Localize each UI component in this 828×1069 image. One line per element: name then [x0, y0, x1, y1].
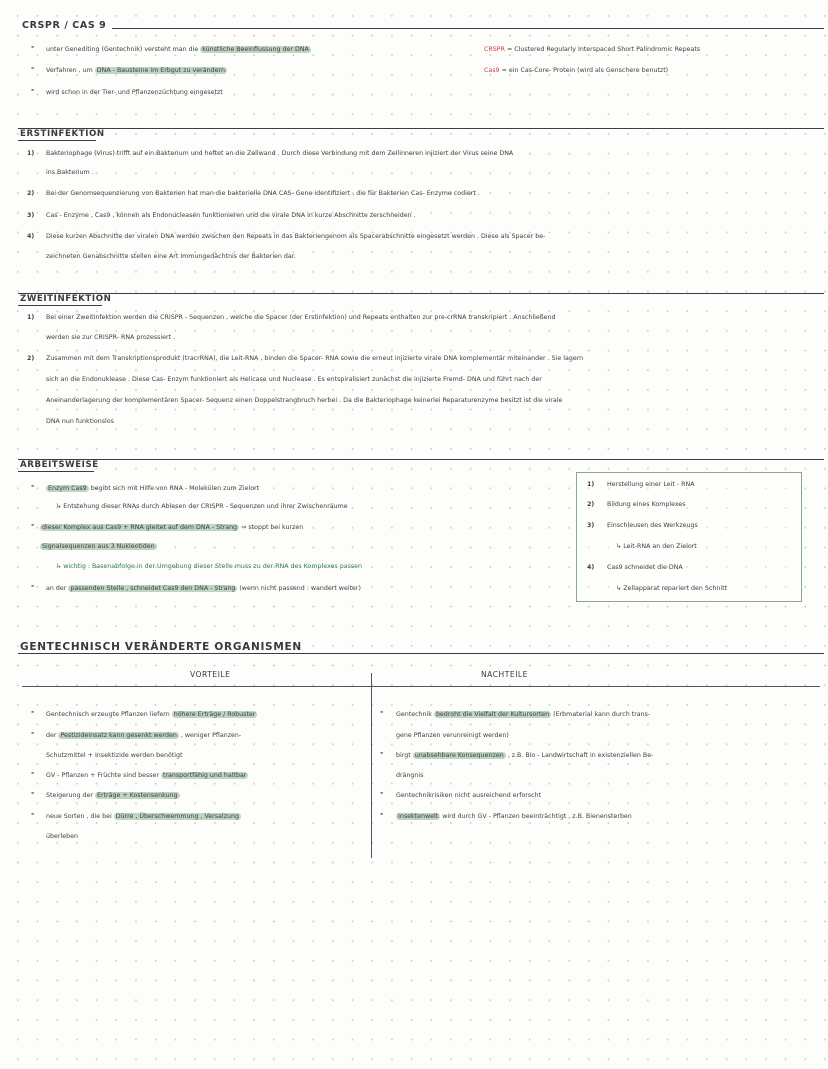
bullet-dash: - [31, 520, 35, 529]
paragraph-line: Aneinanderlagerung der komplementären Spacer- Sequenz einen Doppelstrangbruch herbei . Da die Bakteriophage keinerlei Reparaturenzyme besitzt ist die virale [46, 397, 563, 404]
list-item: drängnis [396, 772, 424, 779]
item-number: 4) [27, 233, 35, 240]
list-item: Verfahren , um DNA - Bausteine im Erbgut zu verändern [46, 67, 225, 74]
definition-cas9: Cas9 = ein Cas-Core- Protein (wird als Genschere benutzt) [484, 67, 669, 74]
column-header-nachteile: NACHTEILE [481, 670, 528, 679]
paragraph-line: DNA nun funktionslos [46, 418, 114, 425]
list-item: birgt unabsehbare Konsequenzen , z.B. Bio - Landwirtschaft in existenziellen Be- [396, 752, 654, 759]
step-number: 4) [587, 564, 595, 571]
step-item: Herstellung einer Leit - RNA [607, 481, 695, 488]
bullet-dash: - [31, 707, 35, 716]
table-header-line [22, 686, 820, 687]
paragraph-line: Diese kurzen Abschnitte der viralen DNA werden zwischen den Repeats in das Bakteriengenom als Spacerabschnitte eingesetzt werden . Diese als Spacer be- [46, 233, 546, 240]
table-column-divider [371, 673, 372, 858]
step-number: 3) [587, 522, 595, 529]
divider [18, 653, 824, 654]
section-title-erstinfektion: ERSTINFEKTION [20, 129, 105, 139]
steps-box [576, 472, 802, 602]
section-title-zweitinfektion: ZWEITINFEKTION [20, 294, 112, 304]
item-number: 3) [27, 212, 35, 219]
item-number: 1) [27, 314, 35, 321]
item-number: 2) [27, 190, 35, 197]
divider [112, 28, 824, 29]
list-subitem-important: ↳ wichtig : Basenabfolge in der Umgebung dieser Stelle muss zu der RNA des Komplexes passen [56, 563, 362, 570]
definition-crispr: CRSPR = Clustered Regularly Interspaced Short Palindromic Repeats [484, 46, 701, 53]
divider [18, 305, 102, 306]
list-item: neue Sorten , die bei Dürre , Überschwemmung , Versalzung [46, 813, 239, 820]
bullet-dash: - [380, 748, 384, 757]
divider [18, 293, 824, 294]
list-item: Steigerung der Erträge + Kostensenkung [46, 792, 178, 799]
bullet-dash: - [31, 768, 35, 777]
list-subitem: ↳ Entstehung dieser RNAs durch Ablesen der CRISPR - Sequenzen und ihrer Zwischenräume [56, 503, 348, 510]
bullet-dash: - [31, 85, 35, 94]
list-item: Gentechnikrisiken nicht ausreichend erforscht [396, 792, 542, 799]
list-item: überleben [46, 833, 78, 840]
list-item: dieser Komplex aus Cas9 + RNA gleitet auf dem DNA - Strang ⇒ stoppt bei kurzen [42, 524, 304, 531]
section-title-arbeitsweise: ARBEITSWEISE [20, 460, 99, 470]
paragraph-line: Cas - Enzyme , Cas9 , können als Endonucleasen funktionieren und die virale DNA in kurze Abschnitte zerschneiden . [46, 212, 416, 219]
section-title-gvo: GENTECHNISCH VERÄNDERTE ORGANISMEN [20, 641, 302, 653]
divider [18, 471, 94, 472]
paragraph-line: ins Bakterium . [46, 169, 94, 176]
divider [18, 459, 824, 460]
paragraph-line: Bei der Genomsequenzierung von Bakterien hat man die bakterielle DNA CAS- Gene identifiziert , die für Bakterien Cas- Enzyme codiert . [46, 190, 480, 197]
item-number: 1) [27, 150, 35, 157]
list-item: unter Genediting (Gentechnik) versteht man die künstliche Beeinflussung der DNA [46, 46, 309, 53]
list-item: gene Pflanzen verunreinigt werden) [396, 732, 509, 739]
paragraph-line: Bei einer Zweitinfektion werden die CRISPR - Sequenzen , welche die Spacer (der Erstinfektion) und Repeats enthalten zur pre-crRNA transkripiert . Anschließend [46, 314, 556, 321]
bullet-dash: - [380, 809, 384, 818]
paragraph-line: Zusammen mit dem Transkriptionsprodukt (tracrRNA), die Leit-RNA , binden die Spacer- RNA sowie die erneut injizierte virale DNA komplementär miteinander . Sie lagern [46, 355, 584, 362]
list-item: Gentechnik bedroht die Vielfalt der Kultursorten (Erbmaterial kann durch trans- [396, 711, 651, 718]
bullet-dash: - [380, 788, 384, 797]
step-item: Cas9 schneidet die DNA [607, 564, 683, 571]
list-item: GV - Pflanzen + Früchte sind besser transportfähig und haltbar [46, 772, 247, 779]
list-item: der Pestizideinsatz kann gesenkt werden , weniger Pflanzen- [46, 732, 242, 739]
paragraph-line: sich an die Endonuklease . Diese Cas- Enzym funktioniert als Helicase und Nuclease . Es entspiralisiert zunächst die injizierte Fremd- DNA und führt nach der [46, 376, 542, 383]
paragraph-line: werden sie zur CRISPR- RNA prozessiert . [46, 334, 176, 341]
step-item: Einschleusen des Werkzeugs [607, 522, 698, 529]
step-item: Bildung eines Komplexes [607, 501, 686, 508]
step-subitem: ↳ Leit-RNA an den Zielort [616, 543, 697, 550]
bullet-dash: - [31, 809, 35, 818]
list-item: Gentechnisch erzeugte Pflanzen liefern höhere Erträge / Robuster [46, 711, 256, 718]
list-item: wird schon in der Tier- und Pflanzenzüchtung eingesetzt [46, 89, 223, 96]
divider [18, 140, 96, 141]
bullet-dash: - [31, 581, 35, 590]
list-item-continued: Signalsequenzen aus 3 Nukleotiden [42, 543, 155, 550]
paragraph-line: Bakteriophage (Virus) trifft auf ein Bakterium und heftet an die Zellwand . Durch diese Verbindung mit dem Zellinneren injiziert der Virus seine DNA [46, 150, 514, 157]
bullet-dash: - [380, 707, 384, 716]
bullet-dash: - [31, 42, 35, 51]
bullet-dash: - [31, 788, 35, 797]
list-item: Schutzmittel + Insektizide werden benötigt [46, 752, 183, 759]
section-title-crispr: CRSPR / CAS 9 [22, 20, 107, 31]
step-number: 1) [587, 481, 595, 488]
item-number: 2) [27, 355, 35, 362]
bullet-dash: - [31, 728, 35, 737]
bullet-dash: - [31, 481, 35, 490]
bullet-dash: - [31, 63, 35, 72]
list-item: Insektenwelt wird durch GV - Pflanzen beeinträchtigt , z.B. Bienensterben [398, 813, 632, 820]
paragraph-line: zeichneten Genabschnitte stellen eine Art Immungedächtnis der Bakterien dar. [46, 253, 296, 260]
list-item: an der passenden Stelle , schneidet Cas9 den DNA - Strang (wenn nicht passend : wandert weiter) [46, 585, 361, 592]
column-header-vorteile: VORTEILE [190, 670, 231, 679]
step-subitem: ↳ Zellapparat repariert den Schnitt [616, 585, 728, 592]
divider [18, 128, 824, 129]
step-number: 2) [587, 501, 595, 508]
list-item: Enzym Cas9 begibt sich mit Hilfe von RNA - Molekülen zum Zielort [48, 485, 260, 492]
